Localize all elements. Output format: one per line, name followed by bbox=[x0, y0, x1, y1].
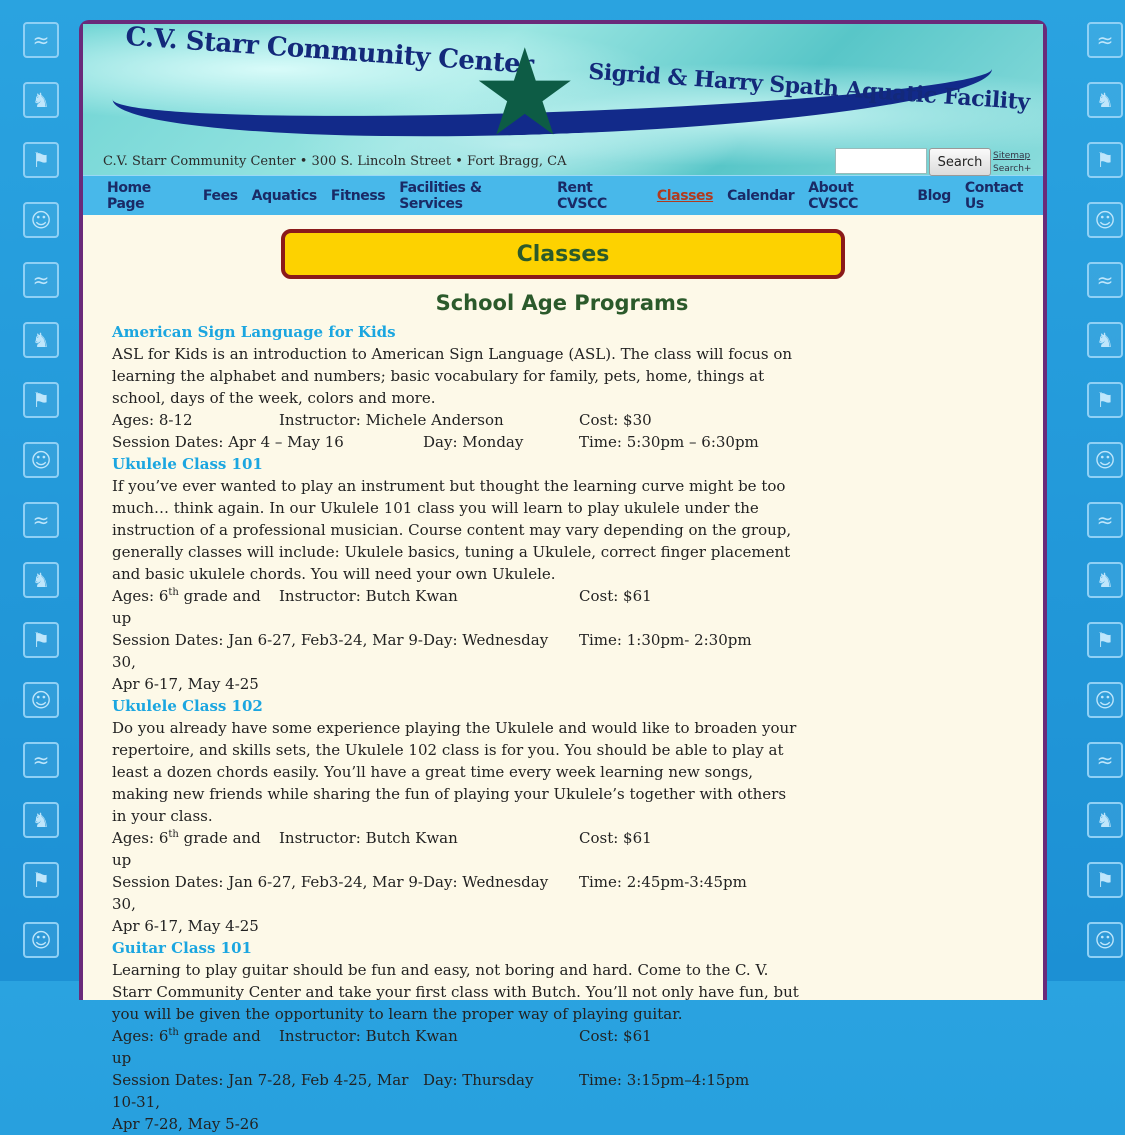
skate-icon: ⚑ bbox=[1087, 862, 1123, 898]
swim-icon: ≈ bbox=[1087, 22, 1123, 58]
class-dates-continued: Apr 7-28, May 5-26 bbox=[112, 1115, 259, 1133]
banner-subtitle: Sigrid & Harry Spath Aquatic Facility bbox=[587, 58, 1031, 116]
class-schedule-row bbox=[112, 629, 802, 673]
nav-item-home-page[interactable]: Home Page bbox=[107, 179, 151, 212]
section-title: School Age Programs bbox=[435, 291, 689, 315]
class-list bbox=[112, 321, 1043, 1135]
address-text: C.V. Starr Community Center • 300 S. Lincoln Street • Fort Bragg, CA bbox=[103, 154, 567, 169]
dog-icon: ♞ bbox=[23, 802, 59, 838]
class-info-row bbox=[112, 585, 802, 629]
page-container bbox=[79, 20, 1047, 1133]
header-banner bbox=[83, 21, 1043, 175]
class-time: Time: 2:45pm-3:45pm bbox=[579, 873, 747, 891]
class-cost: Cost: $61 bbox=[579, 587, 652, 605]
swim-icon: ≈ bbox=[23, 742, 59, 778]
dog-icon: ♞ bbox=[1087, 322, 1123, 358]
page-title-box bbox=[281, 229, 845, 279]
nav-item-aquatics[interactable]: Aquatics bbox=[251, 187, 317, 204]
dog-icon: ♞ bbox=[1087, 802, 1123, 838]
kid-icon: ☺ bbox=[23, 202, 59, 238]
class-item bbox=[112, 453, 802, 695]
kid-icon: ☺ bbox=[1087, 922, 1123, 958]
class-day: Day: Monday bbox=[423, 433, 524, 451]
class-day: Day: Thursday bbox=[423, 1071, 534, 1089]
class-item bbox=[112, 937, 802, 1135]
kid-icon: ☺ bbox=[23, 442, 59, 478]
nav-item-blog[interactable]: Blog bbox=[917, 187, 951, 204]
left-icon-column bbox=[23, 22, 61, 982]
class-description: Learning to play guitar should be fun and easy, not boring and hard. Come to the C. V. Starr Community Center and take your first class with Butch. You’ll not only have fun, but you will be given the opportunity to learn the proper way of playing guitar. bbox=[112, 961, 799, 1023]
nav-item-facilities-services[interactable]: Facilities & Services bbox=[399, 179, 482, 212]
skate-icon: ⚑ bbox=[23, 622, 59, 658]
class-instructor: Instructor: Butch Kwan bbox=[279, 829, 458, 847]
class-title-link[interactable]: Ukulele Class 101 bbox=[112, 455, 263, 473]
class-schedule-row bbox=[112, 1069, 802, 1113]
search-plus-link[interactable]: Search+ bbox=[993, 164, 1032, 174]
class-dates: Session Dates: Jan 6-27, Feb3-24, Mar 9-30, bbox=[112, 873, 423, 913]
class-info-row bbox=[112, 1025, 802, 1069]
class-description: ASL for Kids is an introduction to American Sign Language (ASL). The class will focus on learning the alphabet and numbers; basic vocabulary for family, pets, home, things at school, days of the week, colors and more. bbox=[112, 345, 793, 407]
class-info-row bbox=[112, 827, 802, 871]
skate-icon: ⚑ bbox=[1087, 622, 1123, 658]
nav-item-fitness[interactable]: Fitness bbox=[330, 187, 386, 204]
class-info-row bbox=[112, 409, 802, 431]
class-cost: Cost: $61 bbox=[579, 829, 652, 847]
class-description: If you’ve ever wanted to play an instrument but thought the learning curve might be too much… think again. In our Ukulele 101 class you will learn to play ukulele under the instruction of a professional musician. Course content may vary depending on the group, generally classes will include: Ukulele basics, tuning a Ukulele, correct finger placement and basic ukulele chords. You will need your own Ukulele. bbox=[112, 477, 792, 583]
main-nav bbox=[83, 175, 1043, 215]
class-dates-continued: Apr 6-17, May 4-25 bbox=[112, 917, 259, 935]
class-dates: Session Dates: Apr 4 – May 16 bbox=[112, 433, 344, 451]
nav-item-contact-us[interactable]: Contact Us bbox=[964, 179, 1024, 212]
class-item bbox=[112, 695, 802, 937]
right-icon-column bbox=[1087, 22, 1125, 982]
class-time: Time: 5:30pm – 6:30pm bbox=[579, 433, 759, 451]
class-instructor: Instructor: Butch Kwan bbox=[279, 1027, 458, 1045]
search-button[interactable]: Search bbox=[929, 148, 991, 176]
swim-icon: ≈ bbox=[23, 502, 59, 538]
dog-icon: ♞ bbox=[23, 322, 59, 358]
class-day: Day: Wednesday bbox=[423, 631, 549, 649]
class-schedule-row bbox=[112, 431, 802, 453]
class-ages: Ages: 6th grade and up bbox=[112, 829, 261, 869]
swim-icon: ≈ bbox=[1087, 502, 1123, 538]
class-item bbox=[112, 321, 802, 453]
swim-icon: ≈ bbox=[1087, 262, 1123, 298]
page-title: Classes bbox=[516, 241, 610, 267]
class-cost: Cost: $30 bbox=[579, 411, 652, 429]
nav-item-about-cvscc[interactable]: About CVSCC bbox=[808, 179, 858, 212]
skate-icon: ⚑ bbox=[23, 382, 59, 418]
class-ages: Ages: 6th grade and up bbox=[112, 587, 261, 627]
class-dates: Session Dates: Jan 7-28, Feb 4-25, Mar 10-31, bbox=[112, 1071, 409, 1111]
nav-item-fees[interactable]: Fees bbox=[202, 187, 238, 204]
class-ages: Ages: 6th grade and up bbox=[112, 1027, 261, 1067]
kid-icon: ☺ bbox=[1087, 442, 1123, 478]
class-title-link[interactable]: American Sign Language for Kids bbox=[112, 323, 396, 341]
swim-icon: ≈ bbox=[23, 262, 59, 298]
class-title-link[interactable]: Guitar Class 101 bbox=[112, 939, 252, 957]
kid-icon: ☺ bbox=[1087, 202, 1123, 238]
dog-icon: ♞ bbox=[1087, 82, 1123, 118]
search-links bbox=[993, 150, 1031, 176]
class-title-link[interactable]: Ukulele Class 102 bbox=[112, 697, 263, 715]
class-instructor: Instructor: Michele Anderson bbox=[279, 411, 504, 429]
dog-icon: ♞ bbox=[23, 82, 59, 118]
main-content bbox=[83, 215, 1043, 1135]
search-input[interactable] bbox=[835, 148, 927, 174]
class-time: Time: 1:30pm- 2:30pm bbox=[579, 631, 752, 649]
sitemap-link[interactable]: Sitemap bbox=[993, 151, 1031, 161]
class-description: Do you already have some experience playing the Ukulele and would like to broaden your repertoire, and skills sets, the Ukulele 102 class is for you. You should be able to play at least a dozen chords easily. You’ll have a great time every week learning new songs, making new friends while sharing the fun of playing your Ukulele’s together with others in your class. bbox=[112, 719, 797, 825]
class-dates-continued: Apr 6-17, May 4-25 bbox=[112, 675, 259, 693]
class-time: Time: 3:15pm–4:15pm bbox=[579, 1071, 750, 1089]
banner-title: C.V. Starr Community Center bbox=[124, 21, 535, 81]
class-day: Day: Wednesday bbox=[423, 873, 549, 891]
nav-item-rent-cvscc[interactable]: Rent CVSCC bbox=[557, 179, 607, 212]
class-dates: Session Dates: Jan 6-27, Feb3-24, Mar 9-30, bbox=[112, 631, 423, 671]
kid-icon: ☺ bbox=[23, 682, 59, 718]
class-cost: Cost: $61 bbox=[579, 1027, 652, 1045]
skate-icon: ⚑ bbox=[1087, 142, 1123, 178]
swim-icon: ≈ bbox=[1087, 742, 1123, 778]
nav-item-calendar[interactable]: Calendar bbox=[727, 187, 795, 204]
class-instructor: Instructor: Butch Kwan bbox=[279, 587, 458, 605]
dog-icon: ♞ bbox=[1087, 562, 1123, 598]
skate-icon: ⚑ bbox=[23, 862, 59, 898]
star-icon: ★ bbox=[471, 24, 579, 163]
skate-icon: ⚑ bbox=[1087, 382, 1123, 418]
class-ages: Ages: 8-12 bbox=[112, 411, 193, 429]
swim-icon: ≈ bbox=[23, 22, 59, 58]
dog-icon: ♞ bbox=[23, 562, 59, 598]
nav-item-classes[interactable]: Classes bbox=[656, 187, 714, 204]
class-schedule-row bbox=[112, 871, 802, 915]
skate-icon: ⚑ bbox=[23, 142, 59, 178]
kid-icon: ☺ bbox=[23, 922, 59, 958]
kid-icon: ☺ bbox=[1087, 682, 1123, 718]
